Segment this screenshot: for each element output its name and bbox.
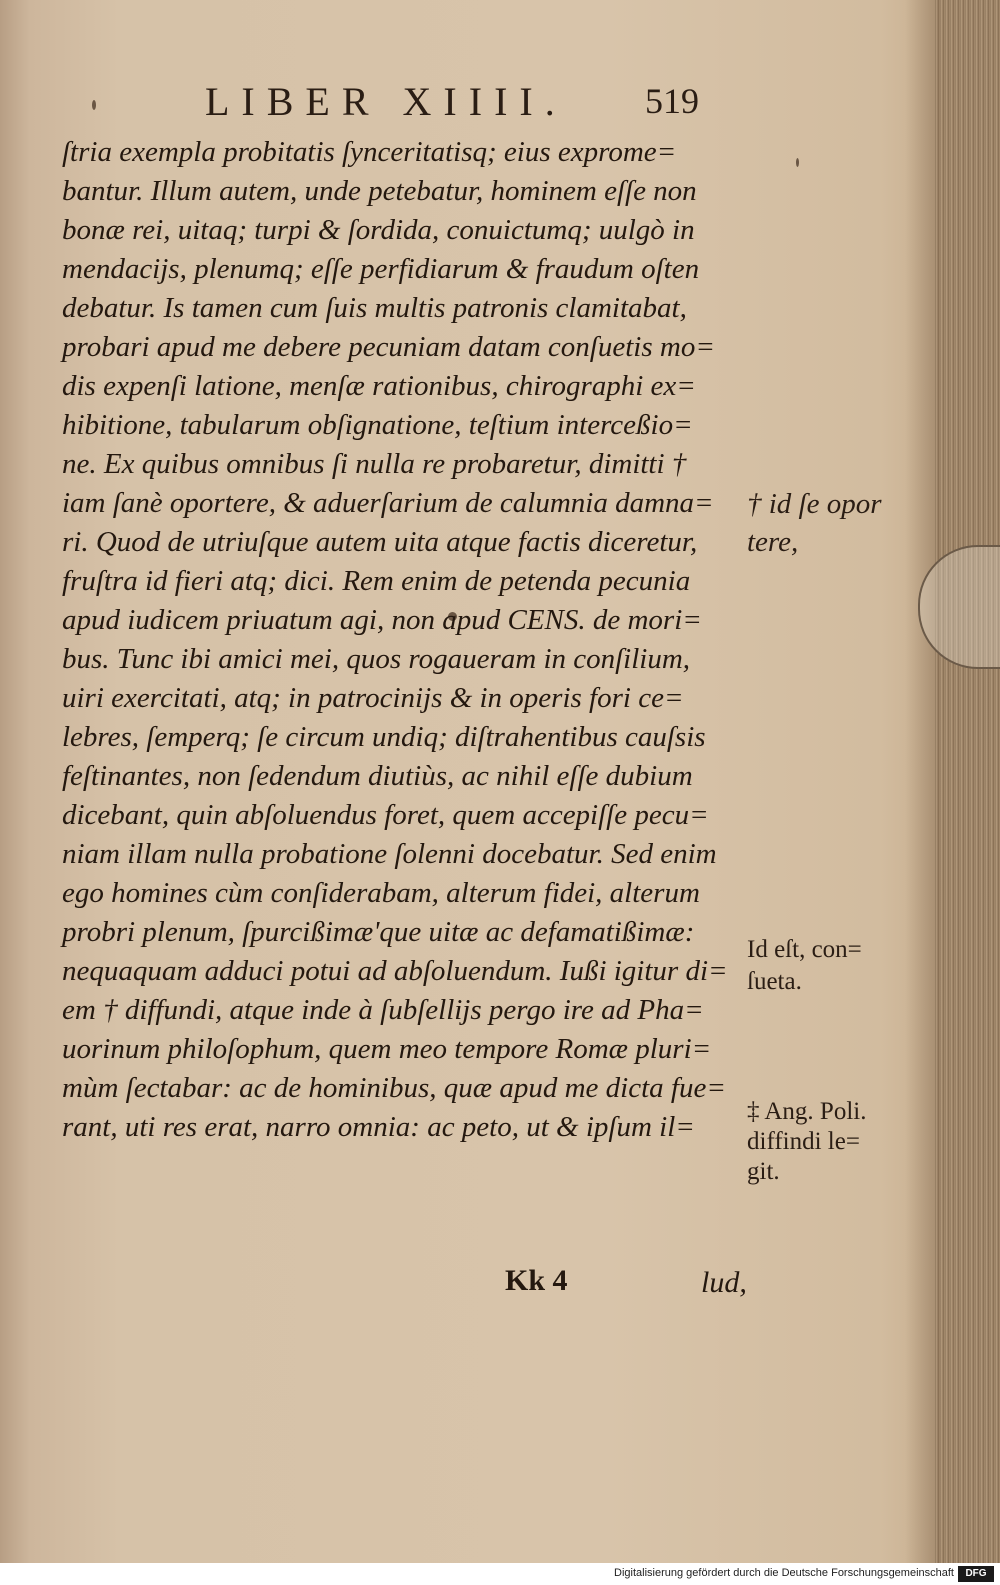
signature-mark: Kk 4 bbox=[505, 1264, 568, 1297]
text-line: iam ſanè oportere, & aduerſarium de calumnia damna= bbox=[62, 487, 714, 519]
text-line: uorinum philoſophum, quem meo tempore Romæ pluri= bbox=[62, 1033, 712, 1065]
margin-note: ſueta. bbox=[747, 968, 802, 995]
text-line: probari apud me debere pecuniam datam conſuetis mo= bbox=[62, 331, 715, 363]
text-line: bantur. Illum autem, unde petebatur, hominem eſſe non bbox=[62, 175, 697, 207]
margin-note: diffindi le= bbox=[747, 1128, 860, 1155]
text-line: debatur. Is tamen cum ſuis multis patronis clamitabat, bbox=[62, 292, 687, 324]
page-number: 519 bbox=[645, 81, 699, 121]
text-line: apud iudicem priuatum agi, non apud CENS. de mori= bbox=[62, 604, 702, 636]
margin-note: ‡ Ang. Poli. bbox=[747, 1098, 867, 1125]
ink-speck bbox=[92, 100, 96, 110]
text-line: ri. Quod de utriuſque autem uita atque factis diceretur, bbox=[62, 526, 698, 558]
margin-note: tere, bbox=[747, 526, 799, 558]
text-line: bus. Tunc ibi amici mei, quos rogaueram in conſilium, bbox=[62, 643, 691, 675]
text-line: ſtria exempla probitatis ſynceritatisq; eius exprome= bbox=[62, 136, 677, 168]
dfg-logo: DFG bbox=[958, 1566, 994, 1582]
text-line: nequaquam adduci potui ad abſoluendum. Iußi igitur di= bbox=[62, 955, 728, 987]
margin-note: git. bbox=[747, 1158, 780, 1185]
margin-note: Id eſt, con= bbox=[747, 936, 862, 963]
text-line: uiri exercitati, atq; in patrocinijs & in operis fori ce= bbox=[62, 682, 684, 714]
text-line: dis expenſi latione, menſæ rationibus, chirographi ex= bbox=[62, 370, 696, 402]
text-line: dicebant, quin abſoluendus foret, quem accepiſſe pecu= bbox=[62, 799, 709, 831]
body-text bbox=[62, 133, 752, 1147]
footer-bar bbox=[0, 1563, 1000, 1585]
ink-speck bbox=[796, 158, 799, 167]
text-line: lebres, ſemperq; ſe circum undiq; diſtrahentibus cauſsis bbox=[62, 721, 706, 753]
catchword-line bbox=[505, 1264, 765, 1308]
digitization-credit: Digitalisierung gefördert durch die Deutsche Forschungsgemeinschaft bbox=[614, 1567, 954, 1579]
text-line: hibitione, tabularum obſignatione, teſtium interceßio= bbox=[62, 409, 693, 441]
margin-note: † id ſe opor bbox=[747, 488, 882, 520]
page-edges bbox=[935, 0, 1000, 1563]
text-line: fruſtra id fieri atq; dici. Rem enim de petenda pecunia bbox=[62, 565, 691, 597]
text-line: bonæ rei, uitaq; turpi & ſordida, conuictumq; uulgò in bbox=[62, 214, 695, 246]
running-head: LIBER XIIII. bbox=[205, 79, 567, 124]
text-line: ego homines cùm conſiderabam, alterum fidei, alterum bbox=[62, 877, 700, 909]
text-line: em † diffundi, atque inde à ſubſellijs pergo ire ad Pha= bbox=[62, 994, 704, 1026]
text-line: ne. Ex quibus omnibus ſi nulla re probaretur, dimitti † bbox=[62, 448, 687, 480]
text-line: feſtinantes, non ſedendum diutiùs, ac nihil eſſe dubium bbox=[62, 760, 693, 792]
text-line: mendacijs, plenumq; eſſe perfidiarum & fraudum oſten bbox=[62, 253, 700, 285]
catchword: lud, bbox=[701, 1266, 747, 1299]
text-line: mùm ſectabar: ac de hominibus, quæ apud me dicta fue= bbox=[62, 1072, 726, 1104]
text-line: niam illam nulla probatione ſolenni docebatur. Sed enim bbox=[62, 838, 717, 870]
text-line: probri plenum, ſpurcißimæ'que uitæ ac defamatißimæ: bbox=[62, 916, 695, 948]
text-line: rant, uti res erat, narro omnia: ac peto, ut & ipſum il= bbox=[62, 1111, 695, 1143]
